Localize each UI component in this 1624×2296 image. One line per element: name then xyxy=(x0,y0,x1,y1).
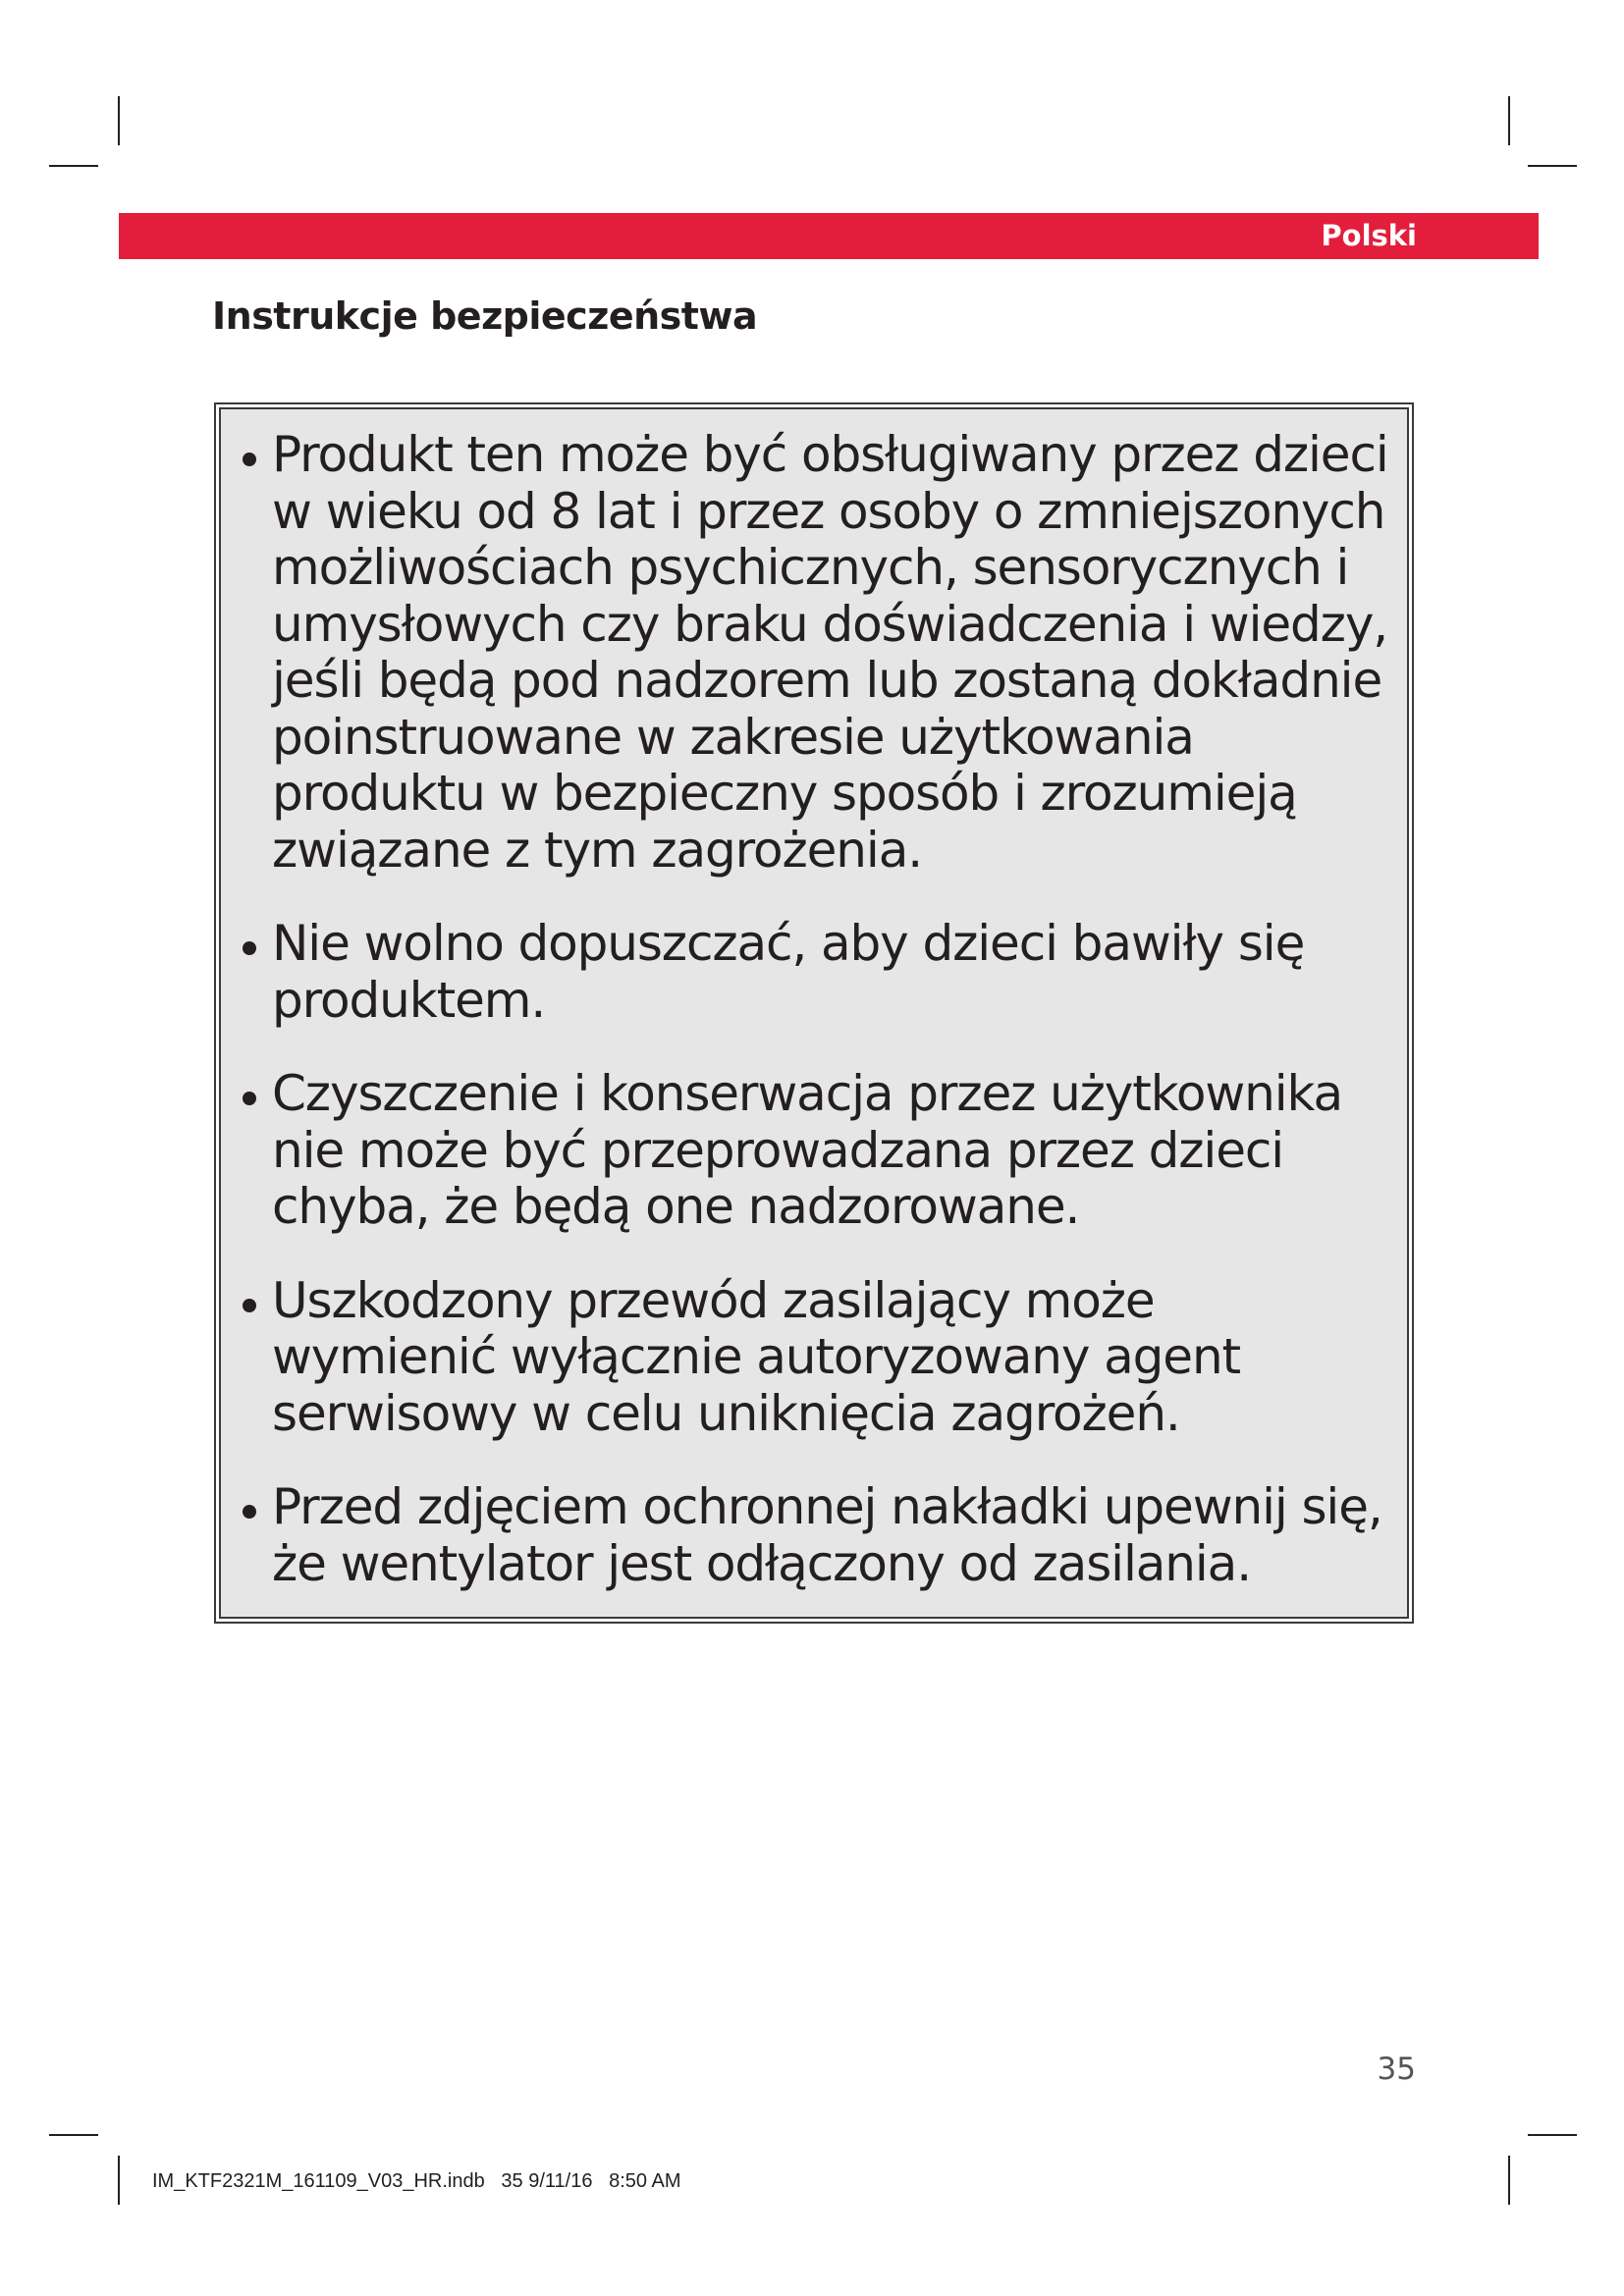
list-item xyxy=(241,1066,1391,1236)
bullet-icon xyxy=(243,1092,256,1105)
crop-mark-bottom-right-vertical xyxy=(1508,2156,1510,2205)
list-item xyxy=(241,1479,1391,1592)
bullet-icon xyxy=(243,1299,256,1312)
list-item xyxy=(241,427,1391,879)
list-item xyxy=(241,916,1391,1029)
crop-mark-bottom-right-horizontal xyxy=(1528,2134,1577,2136)
crop-mark-top-left-horizontal xyxy=(49,165,98,167)
language-bar xyxy=(119,213,1539,259)
crop-mark-top-right-horizontal xyxy=(1528,165,1577,167)
safety-instructions-box xyxy=(214,402,1414,1624)
crop-mark-bottom-left-vertical xyxy=(118,2156,120,2205)
list-item-text: Uszkodzony przewód zasilający może wymienić wyłącznie autoryzowany agent serwisowy w celu uniknięcia zagrożeń. xyxy=(272,1271,1241,1442)
crop-mark-bottom-left-horizontal xyxy=(49,2134,98,2136)
page-number: 35 xyxy=(1377,2052,1416,2087)
list-item xyxy=(241,1273,1391,1443)
print-slug: IM_KTF2321M_161109_V03_HR.indb 35 9/11/16 8:50 AM xyxy=(152,2170,681,2192)
language-label: Polski xyxy=(1321,219,1417,252)
crop-mark-top-left-vertical xyxy=(118,96,120,145)
list-item-text: Nie wolno dopuszczać, aby dzieci bawiły się produktem. xyxy=(272,915,1305,1029)
bullet-icon xyxy=(243,941,256,955)
crop-mark-top-right-vertical xyxy=(1508,96,1510,145)
bullet-icon xyxy=(243,453,256,466)
section-title: Instrukcje bezpieczeństwa xyxy=(212,294,758,338)
list-item-text: Przed zdjęciem ochronnej nakładki upewnij się, że wentylator jest odłączony od zasilania. xyxy=(272,1478,1382,1592)
list-item-text: Produkt ten może być obsługiwany przez dzieci w wieku od 8 lat i przez osoby o zmniejszonych możliwościach psychicznych, sensorycznych i umysłowych czy braku doświadczenia i wiedzy, jeśli będą pod nadzorem lub zostaną dokładnie poinstruowane w zakresie użytkowania produktu w bezpieczny sposób i zrozumieją związane z tym zagrożenia. xyxy=(272,426,1388,879)
bullet-icon xyxy=(243,1505,256,1519)
list-item-text: Czyszczenie i konserwacja przez użytkownika nie może być przeprowadzana przez dzieci chyba, że będą one nadzorowane. xyxy=(272,1065,1343,1235)
safety-instructions-list xyxy=(241,427,1391,1592)
safety-instructions-panel xyxy=(219,407,1409,1619)
